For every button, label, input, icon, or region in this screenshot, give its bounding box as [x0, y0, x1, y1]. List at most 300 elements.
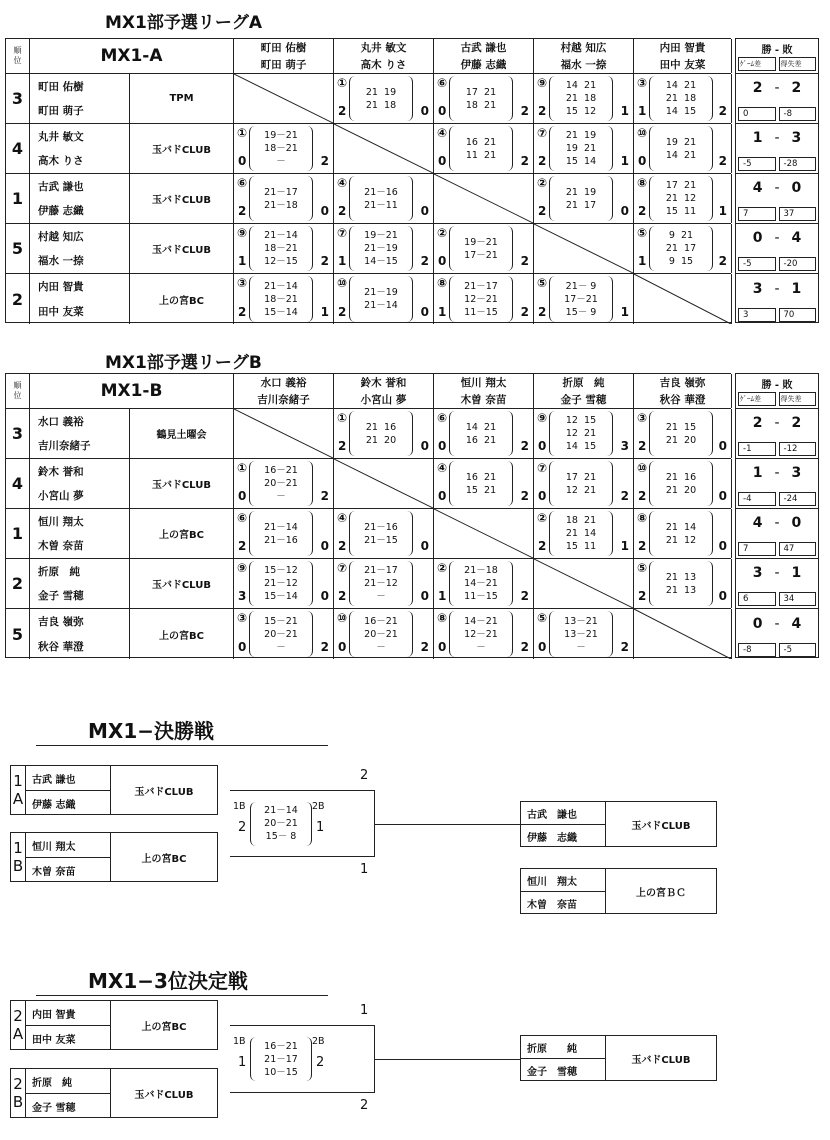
set-score: 21－17: [264, 186, 298, 198]
standings-header: [736, 374, 818, 409]
title-underline: [36, 995, 328, 996]
win-loss: [737, 611, 817, 636]
set-scores: [549, 126, 613, 171]
set-score: 19－21: [464, 236, 498, 248]
win-loss: [737, 226, 817, 251]
league-row: [6, 459, 731, 509]
final-set-scores: [250, 1037, 312, 1081]
set-scores: [449, 276, 513, 322]
left-total: 1: [238, 1055, 247, 1070]
set-scores: [649, 176, 713, 221]
set-score: 16－21: [364, 615, 398, 627]
games-lost: 1: [620, 104, 629, 118]
game-number: ⑩: [637, 461, 648, 475]
opponent-header: [434, 39, 534, 73]
bracket-title: MX1−3位決定戦: [88, 969, 248, 993]
set-score: 21 15: [665, 421, 697, 433]
player-1: 吉良 嶺弥: [38, 616, 84, 628]
seed-label: [10, 1000, 25, 1050]
dash: -: [774, 130, 780, 147]
games-lost: 0: [320, 204, 329, 218]
games-lost: 0: [420, 589, 429, 603]
set-scores: [249, 461, 313, 506]
pair-names: [30, 459, 130, 508]
match-cell: [534, 459, 634, 508]
set-scores: [349, 226, 413, 271]
opponent-player-1: 丸井 敏文: [360, 42, 407, 54]
game-number: ④: [337, 176, 348, 190]
club: 上の宮BC: [110, 1000, 218, 1050]
games-lost: 2: [320, 640, 329, 654]
header-row: [6, 39, 731, 74]
match-cell: [634, 74, 732, 123]
set-score: 21－17: [264, 1053, 298, 1065]
match-cell: [434, 224, 534, 273]
corner-top: 順: [13, 381, 22, 390]
dash: -: [774, 280, 780, 297]
set-score: 12－21: [464, 293, 498, 305]
set-score: 21 12: [665, 534, 697, 546]
left-total: 2: [238, 819, 247, 835]
match-cell: [634, 174, 732, 223]
set-score: 14 21: [565, 80, 597, 91]
set-score: －: [576, 641, 586, 653]
games-lost: 2: [320, 254, 329, 268]
games-won: 1: [438, 305, 447, 319]
match-cell: [434, 124, 534, 173]
set-score: 15 21: [465, 484, 497, 496]
set-score: 14－15: [364, 256, 398, 267]
win-loss: [737, 126, 817, 151]
pair-names: [30, 509, 130, 558]
set-score: 21－ 9: [565, 280, 597, 292]
pair-names: [25, 832, 111, 882]
set-score: 19 21: [665, 136, 697, 148]
set-score: 21－19: [364, 243, 398, 254]
games-won: 2: [338, 104, 347, 118]
games-won: 0: [238, 489, 247, 503]
match-cell: [534, 609, 634, 659]
league-row: [6, 174, 731, 224]
club: 玉バドCLUB: [130, 224, 234, 273]
opponent-player-1: 村越 知広: [560, 42, 607, 54]
set-score: 18－21: [264, 293, 298, 305]
set-scores: [349, 411, 413, 456]
games-lost: 2: [520, 254, 529, 268]
opponent-header: [434, 374, 534, 408]
match-cell: [534, 174, 634, 223]
self-match-diagonal: [334, 124, 433, 173]
game-number: ⑤: [637, 561, 648, 575]
rank: 4: [6, 459, 30, 508]
set-score: 16－21: [264, 465, 298, 476]
seed-number: 1: [13, 839, 23, 857]
game-number: ①: [237, 126, 248, 140]
win-loss: [737, 411, 817, 436]
games-won: 0: [438, 254, 447, 268]
game-number: ②: [437, 561, 448, 575]
games-lost: 1: [620, 305, 629, 319]
self-match-diagonal: [334, 459, 433, 508]
game-number: ⑧: [637, 176, 648, 190]
game-number: ⑧: [437, 611, 448, 625]
seed-number: 1: [13, 772, 23, 790]
opponent-player-1: 吉良 嶺弥: [659, 377, 706, 389]
match-cell: [434, 559, 534, 608]
set-score: －: [276, 641, 286, 653]
games-won: 0: [438, 439, 447, 453]
rank: 3: [6, 409, 30, 458]
club: 上の宮BC: [130, 274, 234, 324]
opponent-header: [334, 374, 434, 408]
diff-row: [738, 592, 816, 606]
league-title: MX1部予選リーグA: [105, 13, 263, 33]
set-score: 21 17: [565, 199, 597, 211]
club: 上の宮BC: [130, 509, 234, 558]
set-score: 21－14: [364, 300, 398, 311]
set-score: 11 21: [465, 149, 497, 161]
opponent-player-2: 吉川奈緒子: [257, 394, 310, 406]
pair-names: [30, 609, 130, 659]
set-score: 21 13: [665, 584, 697, 596]
pair-names: [30, 409, 130, 458]
game-number: ⑦: [537, 461, 548, 475]
set-score: 12－15: [264, 256, 298, 267]
match-cell: [334, 124, 434, 173]
games-won: 3: [238, 589, 247, 603]
set-score: 20－21: [264, 628, 298, 640]
games-won: 2: [638, 589, 647, 603]
game-number: ⑨: [537, 411, 548, 425]
game-number: ⑩: [637, 126, 648, 140]
set-scores: [249, 511, 313, 556]
game-number: ⑨: [237, 226, 248, 240]
player-2: 金子 雪穂: [38, 590, 84, 603]
losses: 1: [791, 565, 802, 582]
games-lost: 0: [718, 489, 727, 503]
games-lost: 0: [320, 539, 329, 553]
player-2: 伊藤 志織: [527, 832, 577, 844]
games-lost: 0: [420, 204, 429, 218]
set-scores: [349, 76, 413, 121]
set-score: 15－14: [264, 306, 298, 318]
set-scores: [249, 226, 313, 271]
point-diff: 37: [779, 207, 817, 221]
games-won: 2: [538, 305, 547, 319]
league-row: [6, 509, 731, 559]
set-score: －: [276, 156, 286, 167]
game-diff: -8: [738, 643, 776, 657]
set-score: 21－12: [364, 578, 398, 589]
result-club: 玉バドCLUB: [605, 801, 717, 847]
games-won: 1: [338, 254, 347, 268]
set-scores: [549, 511, 613, 556]
game-number: ⑩: [337, 611, 348, 625]
standing-row: [736, 409, 818, 459]
point-diff: 70: [779, 308, 817, 322]
league-code: [30, 374, 234, 408]
player-1: 内田 智貴: [38, 281, 84, 293]
standing-row: [736, 459, 818, 509]
rank-corner: [6, 39, 30, 73]
pair-names: [30, 224, 130, 273]
set-scores: [349, 511, 413, 556]
games-won: 1: [438, 589, 447, 603]
set-scores: [249, 611, 313, 657]
set-scores: [549, 76, 613, 121]
point-diff: -12: [779, 442, 817, 456]
player-2: 高木 りさ: [38, 155, 84, 168]
top-games: 1: [360, 1003, 369, 1018]
match-cell: [334, 609, 434, 659]
game-diff-label: ｹﾞｰﾑ差: [738, 57, 776, 71]
match-cell: [334, 559, 434, 608]
games-lost: 2: [420, 640, 429, 654]
game-diff: 3: [738, 308, 776, 322]
wins: 0: [752, 615, 763, 632]
games-won: 0: [338, 640, 347, 654]
set-score: 17 21: [565, 471, 597, 483]
wins: 4: [752, 180, 763, 197]
diff-row: [738, 308, 816, 322]
lead-right: 2B: [312, 1036, 325, 1047]
set-score: 14 21: [465, 421, 497, 433]
game-diff: -4: [738, 492, 776, 506]
wins: 1: [752, 130, 763, 147]
set-scores: [649, 126, 713, 171]
pair-names: [30, 174, 130, 223]
games-won: 1: [238, 254, 247, 268]
set-score: 21 20: [665, 484, 697, 496]
games-won: 2: [338, 539, 347, 553]
club: 玉バドCLUB: [130, 459, 234, 508]
games-lost: 0: [420, 539, 429, 553]
match-cell: [234, 459, 334, 508]
wins: 1: [752, 465, 763, 482]
opponent-player-2: 金子 雪穂: [560, 394, 607, 406]
set-score: 21－11: [364, 199, 398, 211]
games-lost: 2: [620, 640, 629, 654]
games-lost: 0: [420, 104, 429, 118]
league-row: [6, 124, 731, 174]
league-row: [6, 74, 731, 124]
games-won: 2: [638, 439, 647, 453]
diff-row: [738, 257, 816, 271]
dash: -: [774, 80, 780, 97]
games-won: 2: [538, 204, 547, 218]
standing-row: [736, 74, 818, 124]
diff-row: [738, 157, 816, 171]
games-lost: 2: [520, 305, 529, 319]
right-total: 1: [316, 819, 325, 835]
match-cell: [234, 74, 334, 123]
player-2: 木曽 奈苗: [38, 540, 84, 553]
standings: [735, 373, 819, 658]
game-number: ④: [437, 126, 448, 140]
self-match-diagonal: [634, 609, 731, 659]
game-diff: 0: [738, 107, 776, 121]
bracket-title: MX1−決勝戦: [88, 719, 214, 743]
set-scores: [349, 611, 413, 657]
standing-row: [736, 124, 818, 174]
result-club: 上の宮ＢＣ: [605, 868, 717, 914]
set-score: 12 21: [565, 428, 597, 439]
set-score: 15 12: [565, 106, 597, 117]
set-score: 17 21: [665, 180, 697, 191]
game-number: ④: [337, 511, 348, 525]
losses: 2: [791, 415, 802, 432]
set-score: 21－17: [464, 280, 498, 292]
diff-row: [738, 442, 816, 456]
games-won: 0: [438, 489, 447, 503]
match-cell: [234, 509, 334, 558]
match-cell: [534, 559, 634, 608]
set-score: 12－21: [464, 628, 498, 640]
diff-row: [738, 107, 816, 121]
set-scores: [549, 461, 613, 506]
set-score: 21－14: [264, 521, 298, 533]
game-number: ⑧: [637, 511, 648, 525]
pair-names: [30, 124, 130, 173]
match-cell: [334, 274, 434, 324]
opponent-header: [234, 39, 334, 73]
opponent-header: [234, 374, 334, 408]
set-score: －: [276, 491, 286, 502]
club: 上の宮BC: [110, 832, 218, 882]
set-score: 21 18: [665, 93, 697, 104]
set-scores: [449, 561, 513, 606]
match-cell: [634, 124, 732, 173]
league-row: [6, 609, 731, 659]
set-score: 21 14: [565, 528, 597, 539]
win-loss-label: 勝 - 敗: [761, 45, 793, 56]
self-match-diagonal: [234, 74, 333, 123]
match-cell: [234, 224, 334, 273]
player-1: 古武 謙也: [521, 802, 605, 825]
opponent-player-1: 町田 佑樹: [260, 42, 307, 54]
set-score: 18 21: [465, 99, 497, 111]
set-score: 13－21: [564, 615, 598, 627]
corner-bottom: 位: [13, 391, 22, 400]
player-2: 伊藤 志織: [32, 799, 76, 811]
match-cell: [534, 74, 634, 123]
games-lost: 2: [320, 489, 329, 503]
dash: -: [774, 415, 780, 432]
set-scores: [349, 276, 413, 322]
games-won: 0: [238, 154, 247, 168]
set-score: 10－15: [264, 1066, 298, 1078]
match-cell: [634, 274, 732, 324]
games-lost: 2: [520, 439, 529, 453]
diff-row: [738, 492, 816, 506]
player-1: 恒川 翔太: [26, 833, 110, 858]
match-cell: [234, 274, 334, 324]
player-1: 恒川 翔太: [521, 869, 605, 892]
wins: 0: [752, 230, 763, 247]
set-scores: [449, 226, 513, 271]
match-cell: [234, 174, 334, 223]
set-score: 21 20: [665, 434, 697, 446]
set-score: 15－14: [264, 591, 298, 602]
games-won: 2: [538, 154, 547, 168]
set-score: 21 16: [665, 471, 697, 483]
dash: -: [774, 180, 780, 197]
wins: 4: [752, 515, 763, 532]
games-won: 2: [238, 204, 247, 218]
game-number: ①: [337, 76, 348, 90]
match-cell: [434, 274, 534, 324]
set-scores: [449, 611, 513, 657]
games-won: 0: [438, 640, 447, 654]
seed-number: 2: [13, 1007, 23, 1025]
game-number: ③: [237, 276, 248, 290]
games-won: 0: [638, 154, 647, 168]
set-score: 21 18: [565, 93, 597, 104]
wins: 3: [752, 565, 763, 582]
game-number: ②: [437, 226, 448, 240]
set-score: 11－15: [464, 591, 498, 602]
dash: -: [774, 230, 780, 247]
opponent-player-2: 町田 萌子: [260, 59, 307, 71]
match-cell: [434, 174, 534, 223]
set-score: 15－ 9: [565, 306, 597, 318]
losses: 0: [791, 180, 802, 197]
point-diff: -5: [779, 643, 817, 657]
game-diff: -5: [738, 257, 776, 271]
set-scores: [649, 411, 713, 456]
match-cell: [434, 409, 534, 458]
opponent-player-1: 内田 智貴: [659, 42, 706, 54]
game-diff: -5: [738, 157, 776, 171]
diff-row: [738, 207, 816, 221]
games-won: 2: [538, 104, 547, 118]
game-diff-label: ｹﾞｰﾑ差: [738, 392, 776, 406]
games-won: 2: [338, 439, 347, 453]
player-1: 恒川 翔太: [38, 515, 84, 528]
set-score: 14 21: [665, 149, 697, 161]
games-won: 2: [638, 204, 647, 218]
games-lost: 1: [620, 539, 629, 553]
set-score: 15－21: [264, 615, 298, 627]
point-diff: -20: [779, 257, 817, 271]
match-cell: [634, 224, 732, 273]
game-number: ⑨: [237, 561, 248, 575]
set-scores: [649, 76, 713, 121]
right-total: 2: [316, 1055, 325, 1070]
opponent-header: [534, 374, 634, 408]
set-score: 12 15: [565, 415, 597, 426]
win-loss: [737, 76, 817, 101]
set-score: 21－18: [464, 565, 498, 576]
game-number: ⑥: [237, 511, 248, 525]
game-number: ⑤: [537, 276, 548, 290]
self-match-diagonal: [534, 224, 633, 273]
set-score: 21－14: [264, 230, 298, 241]
set-score: 15 11: [565, 541, 597, 552]
set-scores: [249, 126, 313, 171]
bracket-connector: [375, 824, 520, 825]
set-scores: [549, 411, 613, 456]
league-row: [6, 559, 731, 609]
set-score: 19－21: [264, 130, 298, 141]
title-underline: [36, 745, 328, 746]
match-cell: [634, 459, 732, 508]
league-row: [6, 224, 731, 274]
set-score: 21－18: [264, 199, 298, 211]
match-cell: [534, 224, 634, 273]
rank: 4: [6, 124, 30, 173]
games-won: 1: [638, 104, 647, 118]
